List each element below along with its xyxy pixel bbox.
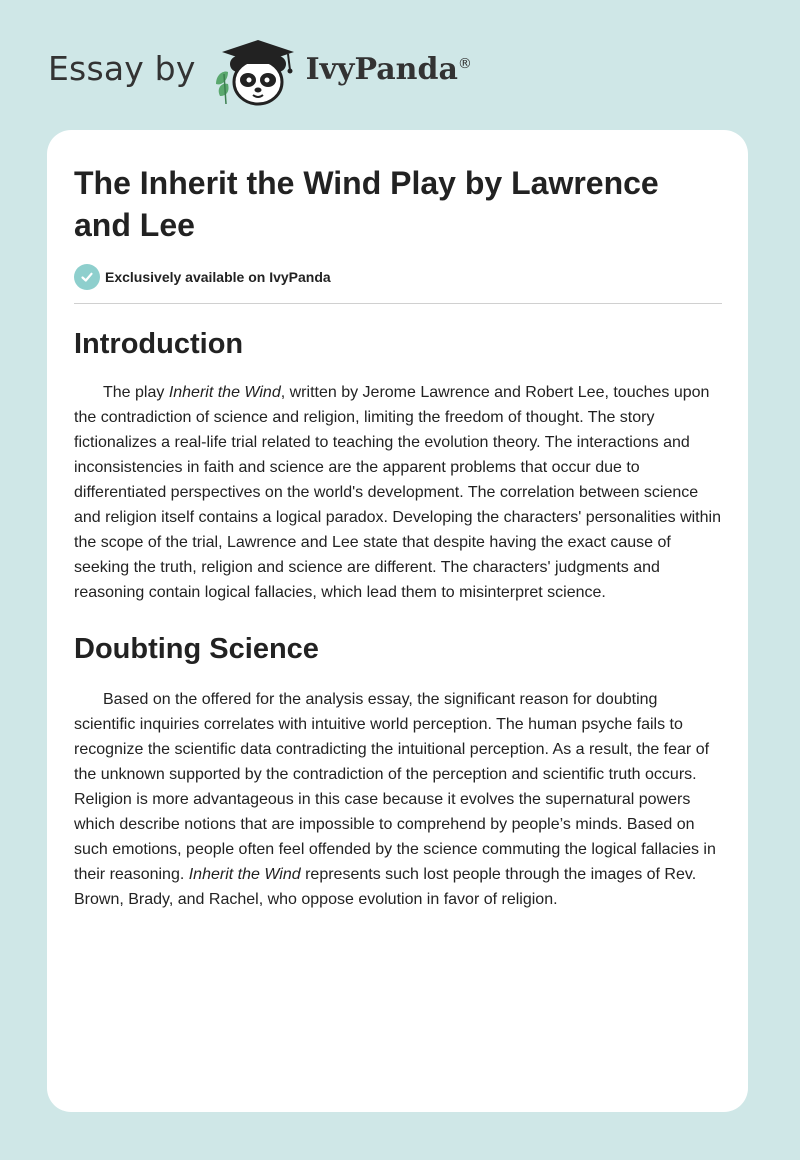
divider [74,303,722,304]
section-paragraph-introduction: The play Inherit the Wind, written by Jerome Lawrence and Robert Lee, touches upon the contradiction of science and religion, limiting the freedom of thought. The story fictionalizes a real-life trial related to teaching the evolution theory. The interactions and inconsistencies in faith and science are the apparent problems that occur due to differentiated perspectives on the world's development. The correlation between science and religion itself contains a logical paradox. Developing the characters' personalities within the scope of the trial, Lawrence and Lee state that despite having the exact cause of seeking the truth, religion and science are different. The characters' judgments and reasoning contain logical fallacies, which lead them to misinterpret science. [74,384,721,601]
essay-title: The Inherit the Wind Play by Lawrence and Lee [74,165,659,243]
brand-name: IvyPanda® [305,51,472,87]
exclusive-badge-label: Exclusively available on IvyPanda [105,269,331,285]
exclusive-badge [74,264,722,290]
section-heading-introduction: Introduction [74,328,244,360]
section-paragraph-doubting-science: Based on the offered for the analysis essay, the significant reason for doubting scientific inquiries correlates with intuitive world perception. The human psyche fails to recognize the scientific data contradicting the intuitional perception. As a result, the fear of the unknown supported by the contradiction of the perception and scientific truth occurs. Religion is more advantageous in this case because it evolves the supernatural powers which describe notions that are impossible to comprehend by people’s minds. Based on such emotions, people often feel offended by the science commuting the logical fallacies in their reasoning. Inherit the Wind represents such lost people through the images of Rev. Brown, Brady, and Rachel, who oppose evolution in favor of religion. [74,691,716,908]
registered-mark: ® [457,55,472,72]
section-heading-doubting-science: Doubting Science [74,633,319,665]
panda-mascot-icon [210,34,302,110]
brand-prefix: Essay by [48,48,196,88]
brand-logo[interactable] [48,34,472,110]
play-title-italic: Inherit the Wind [188,866,301,883]
play-title-italic: Inherit the Wind [168,384,281,401]
essay-card [47,130,748,1112]
check-circle-icon [74,264,100,290]
